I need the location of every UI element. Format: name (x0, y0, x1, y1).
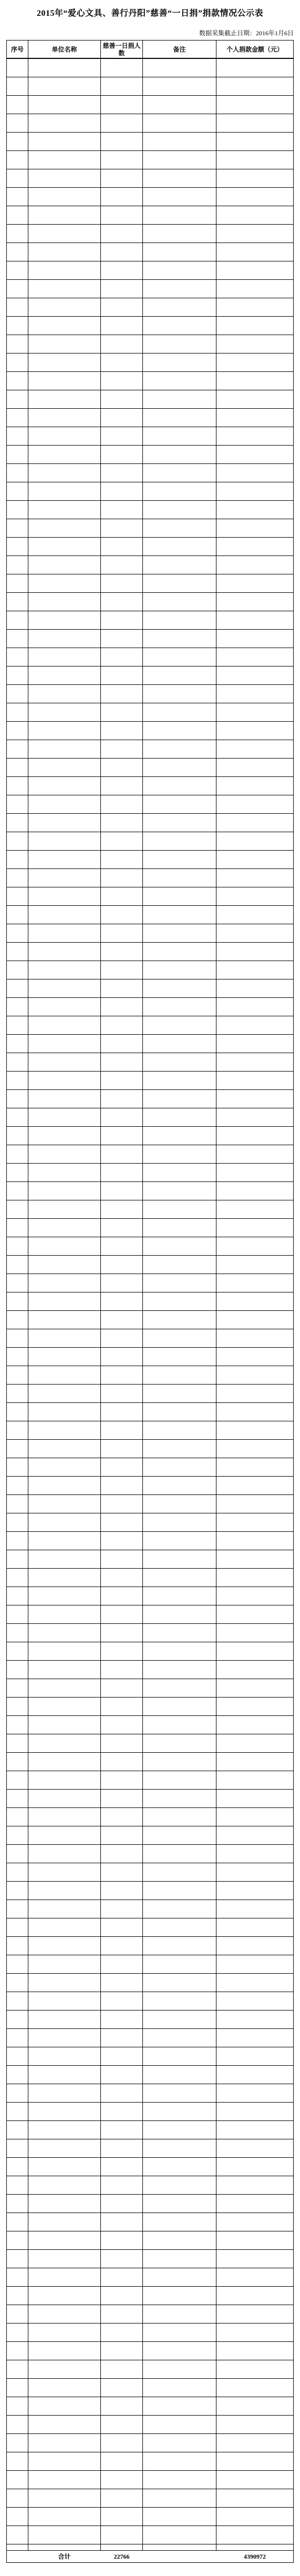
header-amount: 个人捐款金额（元） (216, 41, 293, 58)
total-label: 合计 (58, 2553, 71, 2560)
donation-table (6, 40, 294, 2563)
total-amount: 4390972 (244, 2553, 266, 2560)
total-row (7, 2550, 293, 2562)
header-donor-count: 慈善一日捐人数 (101, 41, 142, 58)
header-unit-name: 单位名称 (28, 41, 100, 58)
column-divider (100, 41, 101, 2562)
column-divider (142, 41, 143, 2562)
total-people: 22766 (113, 2553, 130, 2560)
header-serial: 序号 (7, 41, 28, 58)
data-cutoff-date: 数据采集截止日期：2016年1月6日 (199, 29, 294, 37)
page-title: 2015年“爱心文具、善行丹阳”慈善“一日捐”捐款情况公示表 (36, 9, 263, 18)
header-remarks: 备注 (143, 41, 216, 58)
